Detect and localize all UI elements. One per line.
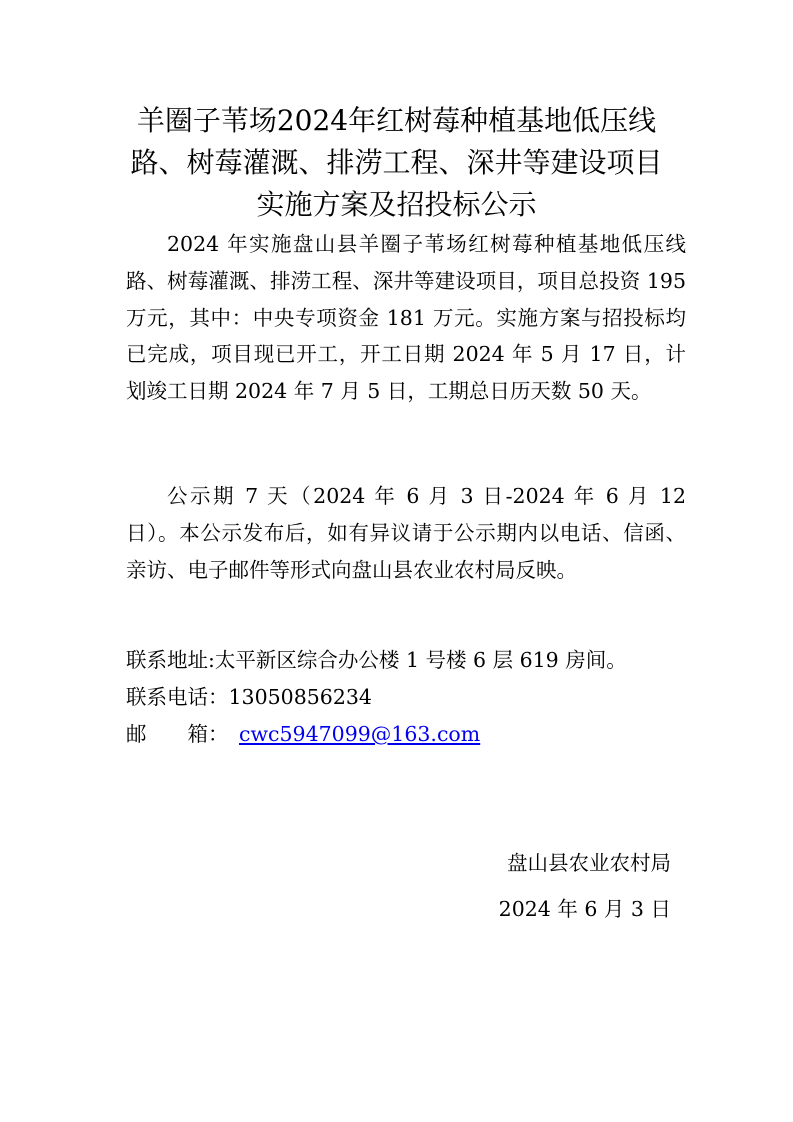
contact-phone-label: 联系电话：: [126, 685, 229, 709]
signature-organization: 盘山县农业农村局: [507, 851, 671, 875]
contact-email-link[interactable]: cwc5947099@163.com: [239, 722, 481, 746]
contact-address-label: 联系地址:: [126, 648, 215, 672]
contact-email: [126, 716, 480, 753]
contact-address: [126, 642, 627, 679]
title-line-3: 实施方案及招投标公示: [256, 188, 537, 221]
signature-date: 2024 年 6 月 3 日: [498, 897, 671, 921]
title-line-1: 羊圈子苇场2024年红树莓种植基地低压线: [136, 104, 657, 137]
contact-address-value: 太平新区综合办公楼 1 号楼 6 层 619 房间。: [214, 648, 627, 672]
contact-phone: [126, 679, 372, 716]
contact-email-label: 邮 箱：: [126, 722, 229, 746]
project-description-paragraph: 2024 年实施盘山县羊圈子苇场红树莓种植基地低压线路、树莓灌溉、排涝工程、深井等建设项目，项目总投资 195 万元，其中：中央专项资金 181 万元。实施方案与招投标均已完成，项目现已开工，开工日期 2024 年 5 月 17 日，计划竣工日期 2024 年 7 月 5 日，工期总日历天数 50 天。: [126, 232, 686, 404]
publicity-period-paragraph: 公示期 7 天（2024 年 6 月 3 日-2024 年 6 月 12 日）。本公示发布后，如有异议请于公示期内以电话、信函、亲访、电子邮件等形式向盘山县农业农村局反映。: [126, 484, 686, 582]
title-line-2: 路、树莓灌溉、排涝工程、深井等建设项目: [130, 146, 663, 179]
contact-phone-value: 13050856234: [228, 685, 372, 709]
document-title: [110, 100, 683, 226]
